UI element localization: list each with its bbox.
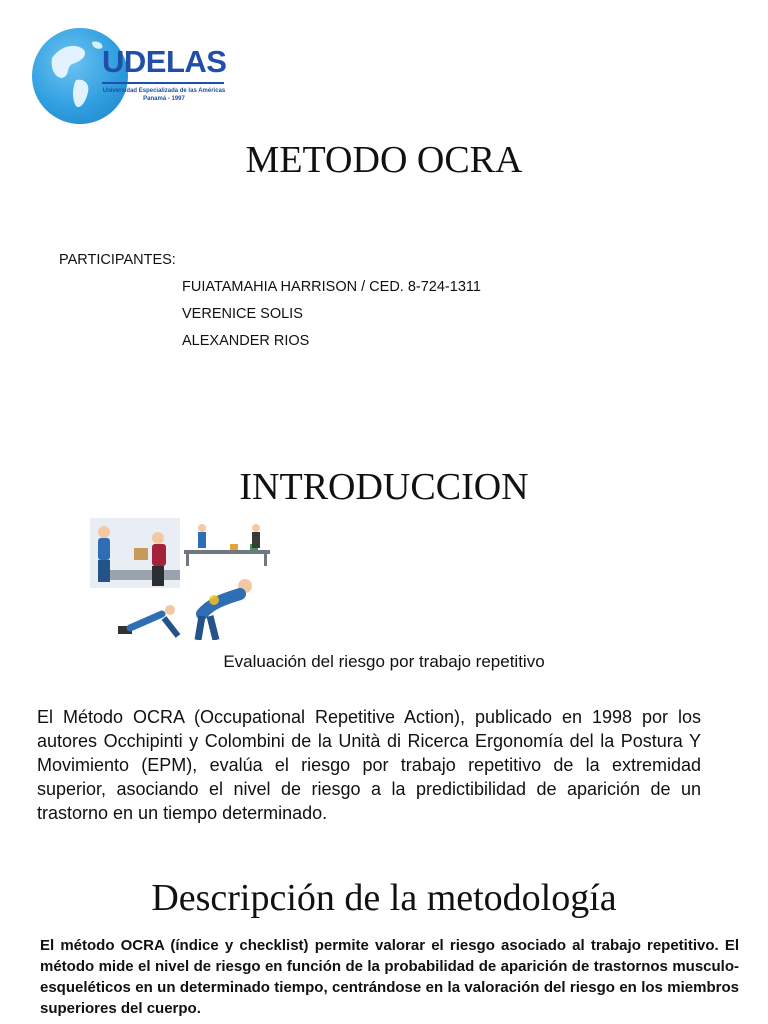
logo-divider — [102, 82, 224, 84]
introduction-paragraph: El Método OCRA (Occupational Repetitive Action), publicado en 1998 por los autores Occhipinti y Colombini de la Unità di Ricerca Ergonomía del la Postura Y Movimiento (EPM), evalúa el riesgo por trabajo repetitivo de la extremidad superior, asociando el nivel de riesgo a la predictibilidad de aparición de un trastorno en un tiempo determinado. — [37, 707, 701, 823]
section-heading-description: Descripción de la metodología — [151, 877, 617, 919]
page-title: METODO OCRA — [245, 139, 523, 181]
repetitive-work-illustration — [90, 518, 272, 640]
logo-subtitle-line2: Panamá - 1997 — [143, 96, 185, 102]
logo-subtitle-line1: Universidad Especializada de las Américas — [102, 88, 226, 94]
description-paragraph: El método OCRA (índice y checklist) permite valorar el riesgo asociado al trabajo repetitivo. El método mide el nivel de riesgo en función de la probabilidad de aparición de trastornos musculo- esqueléticos en un determinado tiempo, centrándose en la valoración del riesgo en los miembros superiores del cuerpo. — [40, 937, 739, 1017]
udelas-logo — [30, 26, 240, 126]
logo-wordmark: UDELAS — [102, 44, 227, 79]
illustration-caption: Evaluación del riesgo por trabajo repetitivo — [223, 652, 545, 671]
section-heading-introduction: INTRODUCCION — [239, 466, 529, 508]
participants-label: PARTICIPANTES: — [59, 252, 176, 268]
participant-name: FUIATAMAHIA HARRISON / CED. 8-724-1311 — [182, 279, 481, 295]
participant-name: ALEXANDER RIOS — [182, 333, 310, 349]
logo-subtitle — [94, 87, 234, 103]
participant-name: VERENICE SOLIS — [182, 306, 303, 322]
